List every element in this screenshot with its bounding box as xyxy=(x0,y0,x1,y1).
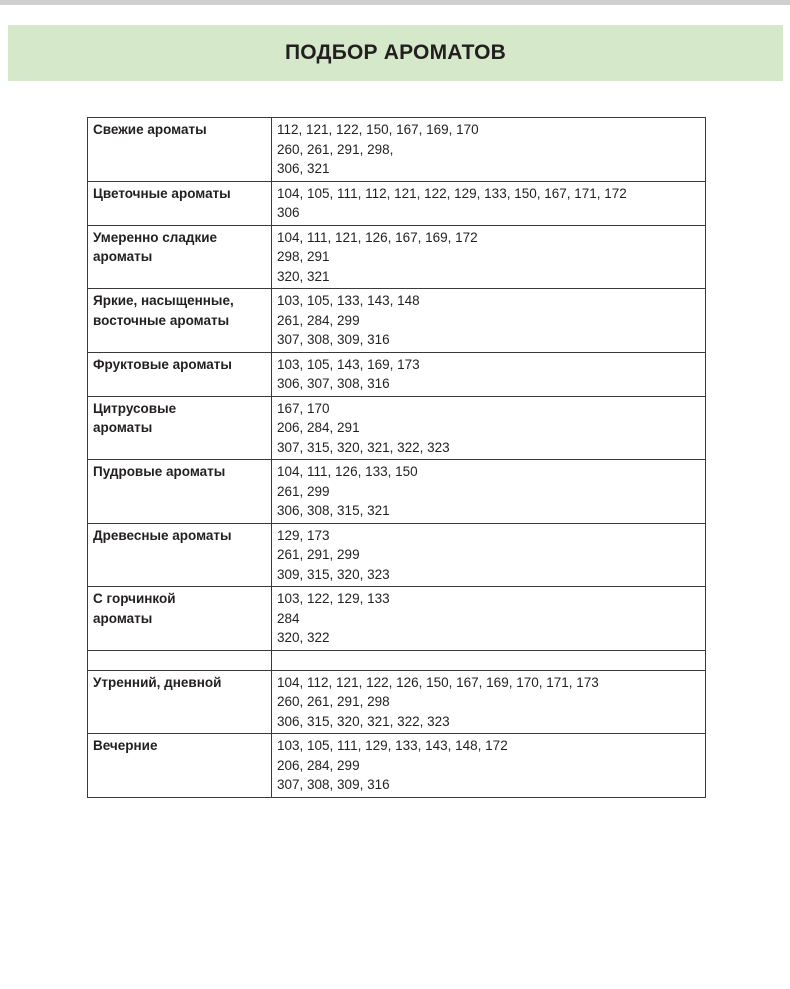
code-line: 309, 315, 320, 323 xyxy=(277,566,390,582)
code-line: 104, 105, 111, 112, 121, 122, 129, 133, 150, 167, 171, 172 xyxy=(277,185,627,201)
table-row xyxy=(88,650,706,670)
table-row xyxy=(88,460,706,524)
code-line: 103, 105, 111, 129, 133, 143, 148, 172 xyxy=(277,738,508,753)
table-row xyxy=(88,670,706,734)
category-cell: Цветочные ароматы xyxy=(88,181,272,225)
table-row xyxy=(88,118,706,182)
code-line: 261, 284, 299 xyxy=(277,312,360,328)
code-line: 306 xyxy=(277,205,300,220)
table-body xyxy=(88,118,706,798)
table-row xyxy=(88,181,706,225)
codes-cell xyxy=(272,587,706,651)
code-line: 306, 315, 320, 321, 322, 323 xyxy=(277,713,450,729)
code-line: 307, 315, 320, 321, 322, 323 xyxy=(277,439,450,455)
header-band xyxy=(8,25,783,81)
code-line: 103, 122, 129, 133 xyxy=(277,591,390,606)
category-cell: Умеренно сладкие ароматы xyxy=(88,225,272,289)
category-cell: Яркие, насыщенные, восточные ароматы xyxy=(88,289,272,353)
codes-cell xyxy=(272,289,706,353)
codes-cell xyxy=(272,225,706,289)
category-cell: Утренний, дневной xyxy=(88,670,272,734)
table-row xyxy=(88,289,706,353)
code-line: 112, 121, 122, 150, 167, 169, 170 xyxy=(277,122,479,137)
codes-cell xyxy=(272,181,706,225)
table-row xyxy=(88,734,706,798)
table-row xyxy=(88,352,706,396)
codes-cell xyxy=(272,650,706,670)
code-line: 260, 261, 291, 298 xyxy=(277,694,390,709)
category-cell: Вечерние xyxy=(88,734,272,798)
code-line: 167, 170 xyxy=(277,400,330,416)
table-row xyxy=(88,225,706,289)
code-line: 307, 308, 309, 316 xyxy=(277,332,390,347)
codes-cell xyxy=(272,352,706,396)
category-cell: Свежие ароматы xyxy=(88,118,272,182)
codes-cell xyxy=(272,523,706,587)
code-line: 206, 284, 299 xyxy=(277,757,360,773)
codes-cell xyxy=(272,396,706,460)
category-cell: Фруктовые ароматы xyxy=(88,352,272,396)
table-row xyxy=(88,587,706,651)
code-line: 306, 307, 308, 316 xyxy=(277,376,390,391)
code-line: 104, 111, 121, 126, 167, 169, 172 xyxy=(277,229,478,245)
codes-cell xyxy=(272,734,706,798)
category-cell: Древесные ароматы xyxy=(88,523,272,587)
category-cell: С горчинкой ароматы xyxy=(88,587,272,651)
category-cell: Пудровые ароматы xyxy=(88,460,272,524)
code-line: 129, 173 xyxy=(277,527,330,543)
category-cell: Цитрусовые ароматы xyxy=(88,396,272,460)
code-line: 103, 105, 143, 169, 173 xyxy=(277,356,420,372)
code-line: 104, 112, 121, 122, 126, 150, 167, 169, 170, 171, 173 xyxy=(277,674,599,690)
code-line: 206, 284, 291 xyxy=(277,420,360,435)
codes-cell xyxy=(272,118,706,182)
table-row xyxy=(88,396,706,460)
top-rule xyxy=(0,0,790,5)
code-line: 320, 322 xyxy=(277,630,330,645)
code-line: 306, 321 xyxy=(277,161,330,176)
code-line: 284 xyxy=(277,610,300,626)
codes-cell xyxy=(272,670,706,734)
code-line: 298, 291 xyxy=(277,249,330,264)
code-line: 307, 308, 309, 316 xyxy=(277,777,390,792)
table-row xyxy=(88,523,706,587)
aroma-table xyxy=(87,117,706,798)
code-line: 261, 291, 299 xyxy=(277,547,360,562)
code-line: 103, 105, 133, 143, 148 xyxy=(277,293,420,308)
page-title: ПОДБОР АРОМАТОВ xyxy=(284,41,507,64)
codes-cell xyxy=(272,460,706,524)
category-cell xyxy=(88,650,272,670)
code-line: 320, 321 xyxy=(277,268,330,284)
code-line: 260, 261, 291, 298, xyxy=(277,141,394,157)
code-line: 306, 308, 315, 321 xyxy=(277,503,390,518)
code-line: 104, 111, 126, 133, 150 xyxy=(277,464,418,479)
code-line: 261, 299 xyxy=(277,483,330,499)
